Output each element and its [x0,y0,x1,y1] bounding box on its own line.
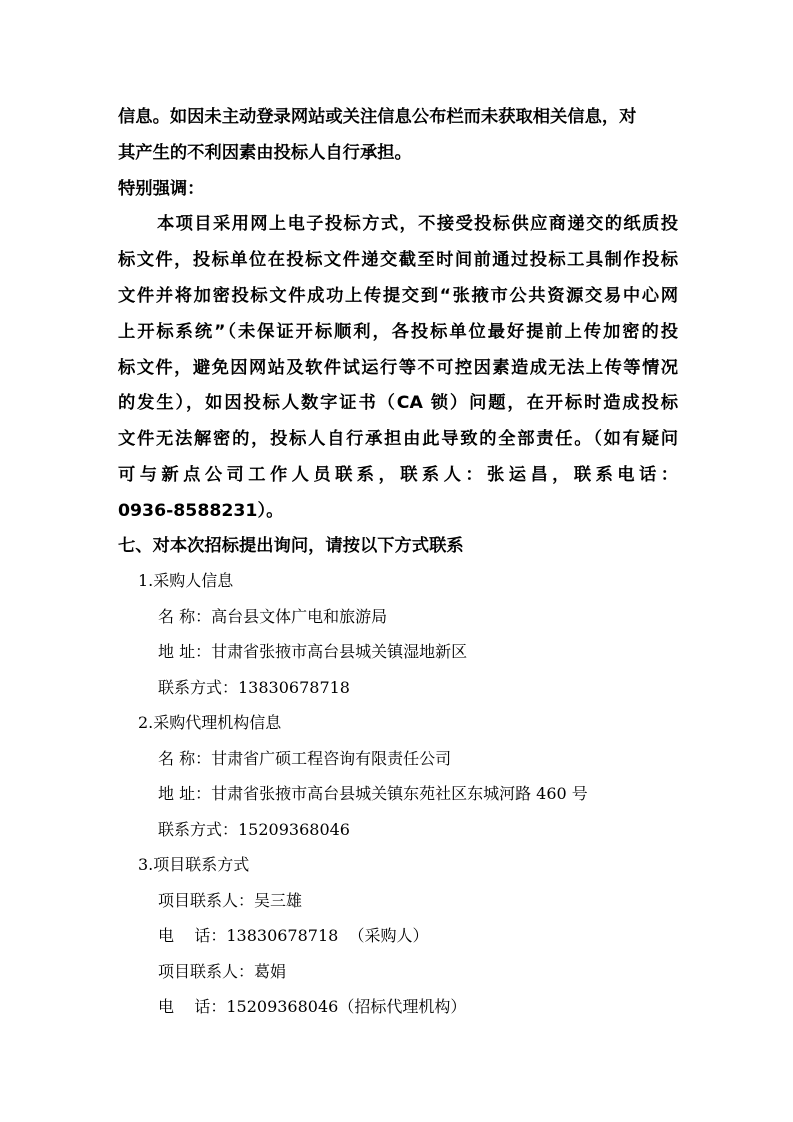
paragraph-line: 文件并将加密投标文件成功上传提交到“张掖市公共资源交易中心网 [118,286,678,306]
project-contact1-name: 项目联系人：吴三雄 [158,891,303,910]
project-contact1-phone: 电 话：13830678718 （采购人） [158,926,429,945]
purchaser-address: 地 址：甘肃省张掖市高台县城关镇湿地新区 [158,642,468,661]
paragraph-line: 的发生），如因投标人数字证书（CA 锁）问题，在开标时造成投标 [118,393,678,413]
purchaser-contact: 联系方式：13830678718 [158,678,350,697]
paragraph-line: 信息。如因未主动登录网站或关注信息公布栏而未获取相关信息，对 [118,107,637,127]
paragraph-line: 可与新点公司工作人员联系，联系人：张运昌，联系电话： [118,465,678,485]
section-heading: 七、对本次招标提出询问，请按以下方式联系 [118,536,464,556]
paragraph-line: 本项目采用网上电子投标方式，不接受投标供应商递交的纸质投 [157,214,678,234]
agency-name: 名 称：甘肃省广硕工程咨询有限责任公司 [158,749,452,768]
paragraph-line: 0936-8588231）。 [118,501,284,521]
special-note-label: 特别强调： [118,179,205,199]
purchaser-name: 名 称：高台县文体广电和旅游局 [158,607,388,626]
paragraph-line: 其产生的不利因素由投标人自行承担。 [118,143,412,163]
paragraph-line: 文件无法解密的，投标人自行承担由此导致的全部责任。（如有疑问 [118,429,678,449]
paragraph-line: 标文件，避免因网站及软件试运行等不可控因素造成无法上传等情况 [118,358,678,378]
paragraph-line: 标文件，投标单位在投标文件递交截至时间前通过投标工具制作投标 [118,250,678,270]
project-heading: 3.项目联系方式 [138,855,250,874]
agency-heading: 2.采购代理机构信息 [138,713,282,732]
agency-contact: 联系方式：15209368046 [158,820,350,839]
project-contact2-name: 项目联系人：葛娟 [158,962,287,981]
purchaser-heading: 1.采购人信息 [138,571,234,590]
project-contact2-phone: 电 话：15209368046（招标代理机构） [158,997,467,1016]
paragraph-line: 上开标系统”（未保证开标顺利，各投标单位最好提前上传加密的投 [118,322,678,342]
agency-address: 地 址：甘肃省张掖市高台县城关镇东苑社区东城河路 460 号 [158,784,588,803]
